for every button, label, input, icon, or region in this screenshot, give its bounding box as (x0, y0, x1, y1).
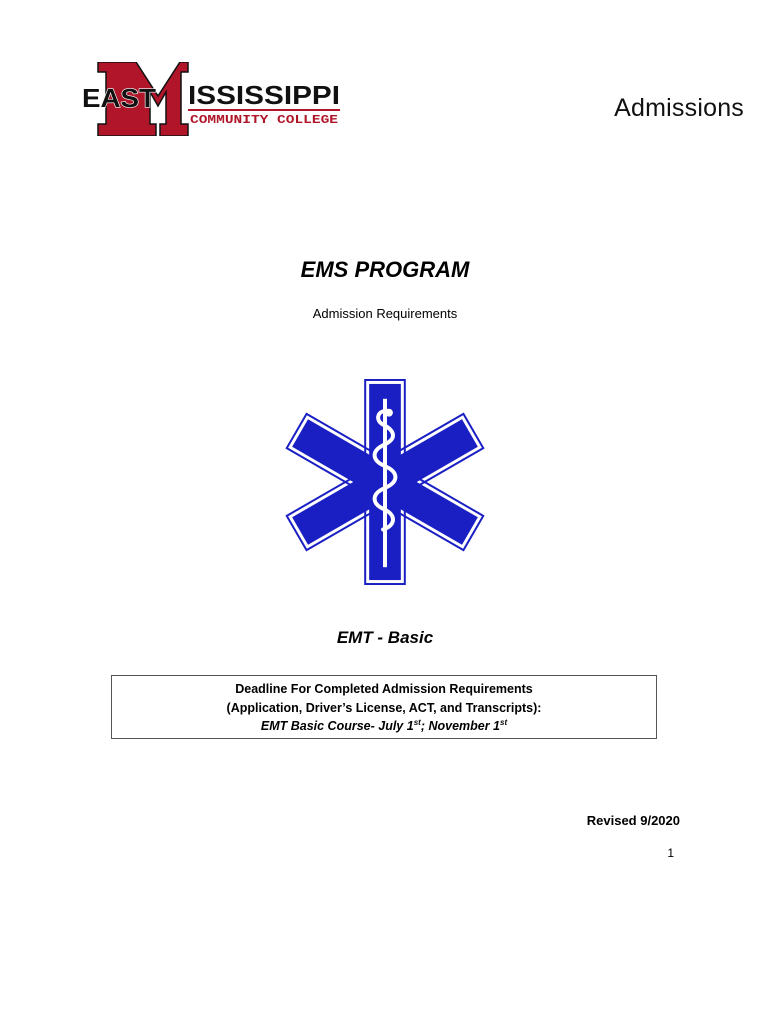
page-number: 1 (667, 846, 674, 860)
deadline-dates-middle: ; November 1 (420, 719, 501, 733)
ordinal-suffix-2: st (500, 717, 508, 727)
logo-mississippi-text: ISSISSIPPI (188, 80, 340, 110)
logo-subtitle-text: COMMUNITY COLLEGE (190, 113, 338, 127)
section-header: Admissions (614, 94, 744, 122)
deadline-line-2: (Application, Driver’s License, ACT, and Transcripts): (226, 700, 542, 715)
ordinal-suffix-1: st (413, 717, 421, 727)
star-of-life-icon (281, 377, 489, 587)
deadline-box (111, 675, 657, 739)
logo-east-text: EAST (82, 83, 157, 113)
page-subtitle: Admission Requirements (312, 306, 458, 321)
page-title: EMS PROGRAM (300, 257, 470, 282)
course-name: EMT - Basic (336, 628, 434, 647)
deadline-line-1: Deadline For Completed Admission Requirements (235, 682, 533, 696)
deadline-dates-prefix: EMT Basic Course- July 1 (260, 719, 414, 733)
revision-date: Revised 9/2020 (586, 813, 680, 828)
deadline-dates (112, 717, 656, 736)
college-logo (80, 62, 342, 136)
